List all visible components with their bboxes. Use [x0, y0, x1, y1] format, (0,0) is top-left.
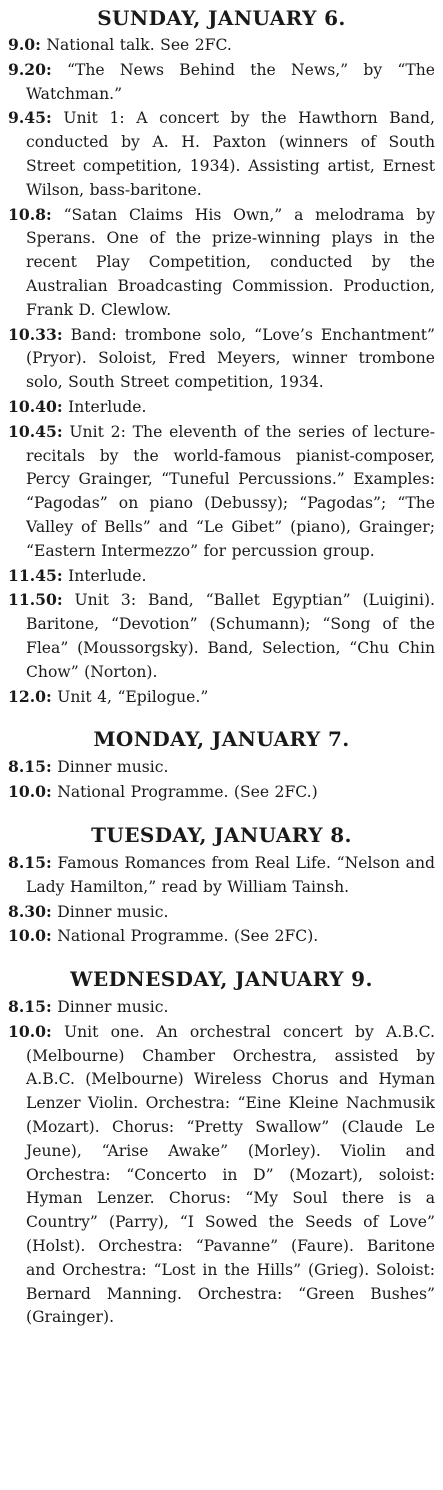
program-entry: [8, 900, 435, 925]
entry-time: 10.8:: [8, 204, 52, 224]
entry-text: Unit 3: Band, “Ballet Egyptian” (Luigini). Baritone, “Devotion” (Schumann); “Song of the Flea” (Moussorgsky). Band, Selection, “Chu Chin Chow” (Norton).: [26, 591, 435, 681]
entry-list: [8, 33, 435, 709]
entry-time: 10.0:: [8, 782, 52, 802]
entry-time: 9.45:: [8, 108, 52, 128]
entry-list: [8, 755, 435, 805]
entry-time: 8.15:: [8, 757, 52, 777]
entry-time: 8.15:: [8, 852, 52, 872]
entry-time: 10.40:: [8, 396, 63, 416]
entry-time: 8.15:: [8, 997, 52, 1017]
program-entry: [8, 1020, 435, 1330]
entry-text: Unit 2: The eleventh of the series of lecture-recitals by the world-famous pianist-composer, Percy Grainger, “Tuneful Percussions.” Examples: “Pagodas” on piano (Debussy); “Pagodas”; “The Valley of Bells” and “Le Gibet” (piano), Grainger; “Eastern Intermezzo” for percussion group.: [26, 422, 435, 560]
day-heading: SUNDAY, JANUARY 6.: [97, 6, 346, 30]
entry-text: Famous Romances from Real Life. “Nelson and Lady Hamilton,” read by William Tainsh.: [26, 853, 435, 896]
entry-time: 12.0:: [8, 686, 52, 706]
entry-time: 9.0:: [8, 35, 41, 54]
entry-list: [8, 995, 435, 1330]
entry-text: National Programme. (See 2FC).: [57, 927, 319, 946]
program-entry: [8, 588, 435, 684]
entry-time: 10.45:: [8, 421, 63, 441]
program-entry: [8, 924, 435, 949]
section-spacer: [8, 709, 435, 723]
entry-text: National Programme. (See 2FC.): [57, 783, 318, 802]
program-entry: [8, 685, 435, 710]
day-section-tuesday: [8, 823, 435, 949]
program-entry: [8, 323, 435, 395]
entry-time: 10.0:: [8, 926, 52, 946]
entry-text: Band: trombone solo, “Love’s Enchantment” (Pryor). Soloist, Fred Meyers, winner trombone solo, South Street competition, 1934.: [26, 325, 435, 392]
program-entry: [8, 33, 435, 58]
entry-time: 11.50:: [8, 590, 63, 610]
day-section-monday: [8, 727, 435, 805]
entry-text: Interlude.: [68, 397, 147, 416]
entry-time: 8.30:: [8, 901, 52, 921]
day-section-sunday: [8, 6, 435, 709]
entry-text: “The News Behind the News,” by “The Watchman.”: [26, 60, 435, 103]
entry-text: Dinner music.: [57, 758, 169, 777]
entry-time: 10.33:: [8, 324, 63, 344]
program-entry: [8, 420, 435, 564]
entry-time: 9.20:: [8, 59, 52, 79]
day-heading: WEDNESDAY, JANUARY 9.: [70, 967, 373, 992]
program-entry: [8, 395, 435, 420]
section-spacer: [8, 805, 435, 819]
entry-text: Unit 4, “Epilogue.”: [57, 687, 209, 706]
entry-text: Unit 1: A concert by the Hawthorn Band, conducted by A. H. Paxton (winners of South Street competition, 1934). Assisting artist, Ernest Wilson, bass-baritone.: [26, 109, 435, 199]
entry-text: National talk. See 2FC.: [46, 36, 232, 54]
program-entry: [8, 995, 435, 1020]
entry-time: 11.45:: [8, 565, 63, 585]
program-entry: [8, 755, 435, 780]
entry-time: 10.0:: [8, 1021, 52, 1041]
program-entry: [8, 564, 435, 589]
program-entry: [8, 203, 435, 323]
entry-list: [8, 851, 435, 949]
program-entry: [8, 106, 435, 202]
entry-text: Dinner music.: [57, 998, 169, 1017]
entry-text: “Satan Claims His Own,” a melodrama by Sperans. One of the prize-winning plays in the recent Play Competition, conducted by the Australian Broadcasting Commission. Production, Frank D. Clewlow.: [26, 205, 435, 319]
section-spacer: [8, 949, 435, 963]
day-heading: TUESDAY, JANUARY 8.: [91, 822, 352, 847]
day-section-wednesday: [8, 967, 435, 1330]
entry-text: Unit one. An orchestral concert by A.B.C. (Melbourne) Chamber Orchestra, assisted by A.B.C. (Melbourne) Wireless Chorus and Hyman Lenzer Violin. Orchestra: “Eine Kleine Nachmusik (Mozart). Chorus: “Pretty Swallow” (Claude Le Jeune), “Arise Awake” (Morley). Violin and Orchestra: “Concerto in D” (Mozart), soloist: Hyman Lenzer. Chorus: “My Soul there is a Country” (Parry), “I Sowed the Seeds of Love” (Holst). Orchestra: “Pavanne” (Faure). Baritone and Orchestra: “Lost in the Hills” (Grieg). Soloist: Bernard Manning. Orchestra: “Green Bushes” (Grainger).: [26, 1022, 435, 1327]
day-heading: MONDAY, JANUARY 7.: [93, 727, 350, 752]
entry-text: Interlude.: [68, 566, 147, 585]
program-entry: [8, 851, 435, 900]
program-entry: [8, 58, 435, 107]
entry-text: Dinner music.: [57, 902, 169, 921]
program-entry: [8, 780, 435, 805]
